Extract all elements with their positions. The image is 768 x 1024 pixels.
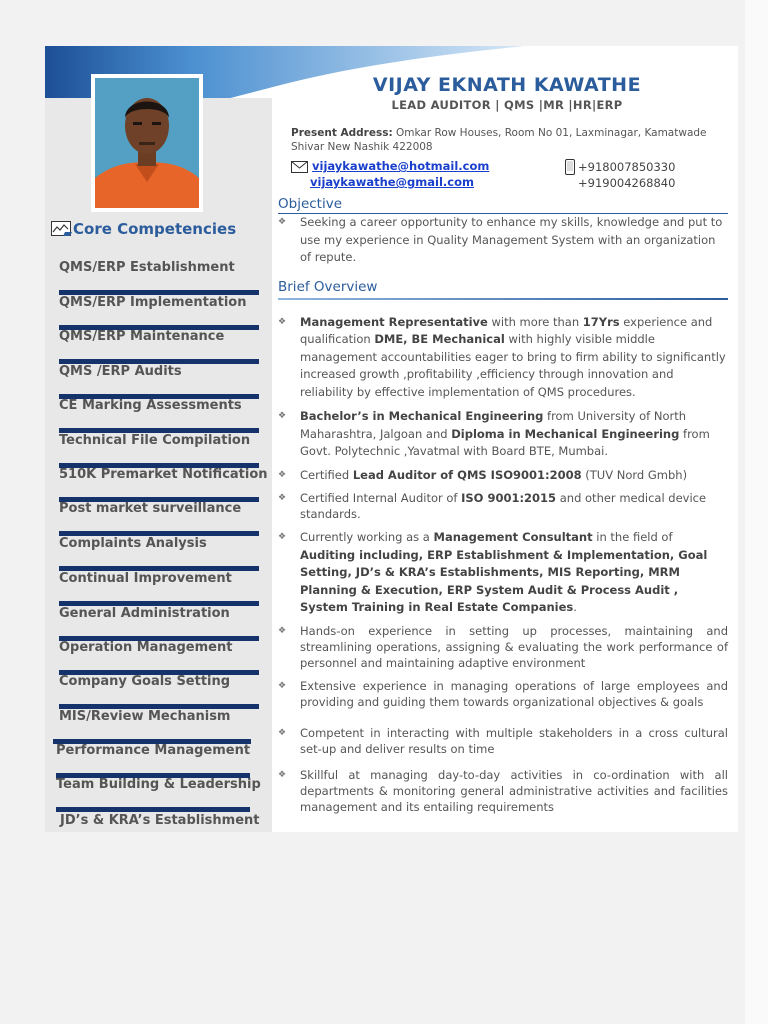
envelope-icon bbox=[291, 161, 308, 173]
objective-heading: Objective bbox=[278, 196, 343, 212]
email-link-gmail[interactable]: vijaykawathe@gmail.com bbox=[310, 175, 474, 189]
phone-number-1: +918007850330 bbox=[578, 160, 676, 174]
overview-bullet: ❖ Competent in interacting with multiple stakeholders in a cross cultural set-up and deliver results on time bbox=[278, 725, 728, 757]
address bbox=[291, 126, 732, 154]
overview-bullet: ❖ Hands-on experience in setting up processes, maintaining and streamlining operations, assigning & evaluating the work performance of personnel and maintaining adaptive environment bbox=[278, 623, 728, 671]
email-link-hotmail[interactable]: vijaykawathe@hotmail.com bbox=[312, 159, 490, 173]
candidate-title: LEAD AUDITOR | QMS |MR |HR|ERP bbox=[391, 98, 623, 112]
overview-rule bbox=[278, 298, 728, 300]
overview-bullet: ❖ Extensive experience in managing operations of large employees and providing and guiding them towards organizational objectives & goals bbox=[278, 678, 728, 710]
header bbox=[282, 74, 732, 191]
address-label: Present Address: bbox=[291, 127, 393, 139]
mobile-phone-icon bbox=[565, 159, 575, 175]
contact-info bbox=[282, 159, 732, 191]
address-text: Omkar Row Houses, Room No 01, Laxminagar, Kamatwade Shivar New Nashik 422008 bbox=[291, 127, 707, 153]
chart-icon bbox=[51, 221, 73, 237]
candidate-name: VIJAY EKNATH KAWATHE bbox=[372, 74, 642, 96]
portrait-image bbox=[95, 78, 199, 208]
main-content bbox=[278, 196, 728, 815]
core-competencies-title: Core Competencies bbox=[73, 220, 237, 238]
phone-number-2: +919004268840 bbox=[578, 176, 676, 190]
page-edge bbox=[745, 0, 768, 1024]
resume-page: VIJAY EKNATH KAWATHE LEAD AUDITOR | QMS |MR |HR|ERP Present Address: Omkar Row Houses, Room No 01, Laxminagar, Kamatwade Shivar New Nashik 422008 vijaykawathe@hotmail.com vijaykawathe@gmail.com +918007850330 +919004268840 Core Competencies QMS/ERP Establishment QMS/ERP Implementation QMS/ERP Maintenance QMS /ERP Audits CE Marking Assessments Technical File Compilation 510K Premarket Notification Post market surveillance Complaints Analysis Continual Improvement General Administration Operation Management Company Goals Setting MIS/Review Mechanism Performance Management Team Building & Leadership JD’s & KRA’s Establishment Objective ❖ Seeking a career opportunity to enhance my skills, knowledge and put to use my experience in Quality Management System with an organization of repute. Brief Overview ❖ Management Representative with more than 17Yrs experience and qualification DME, BE Mechanical with highly visible middle management accountabilities eager to bring to firm ability to significantly increased growth ,profitability ,efficiency through innovation and reliability by effective implementation of QMS procedures. ❖ Bachelor’s in Mechanical Engineering from University of North Maharashtra, Jalgoan and Diploma in Mechanical Engineering from Govt. Polytechnic ,Yavatmal with Board BTE, Mumbai. ❖ Certified Lead Auditor of QMS ISO9001:2008 (TUV Nord Gmbh) ❖ Certified Internal Auditor of ISO 9001:2015 and other medical device standards. ❖ Currently working as a Management Consultant in the field of Auditing including, ERP Establishment & Implementation, Goal Setting, JD’s & KRA’s Establishments, MIS Reporting, MRM Planning & Execution, ERP System Audit & Process Audit , System Training in Real Estate Companies. ❖ Hands-on experience in setting up processes, maintaining and streamlining operations, assigning & evaluating the work performance of personnel and maintaining adaptive environment ❖ Extensive experience in managing operations of large employees and providing and guiding them towards organizational objectives & goals ❖ Competent in interacting with multiple stakeholders in a cross cultural set-up and deliver results on time ❖ Skillful at managing day-to-day activities in co-ordination with all departments & monitoring general administrative activities and facilities management and its entailing requirements bbox=[45, 46, 738, 832]
objective-text: ❖ Seeking a career opportunity to enhance my skills, knowledge and put to use my experience in Quality Management System with an organization of repute. bbox=[278, 214, 728, 267]
overview-bullet: ❖ Management Representative with more than 17Yrs experience and qualification DME, BE Mechanical with highly visible middle management accountabilities eager to bring to firm ability to significantly increased growth ,profitability ,efficiency through innovation and reliability by effective implementation of QMS procedures. bbox=[278, 314, 728, 402]
overview-bullet: ❖ Currently working as a Management Consultant in the field of Auditing including, ERP Establishment & Implementation, Goal Setting, JD’s & KRA’s Establishments, MIS Reporting, MRM Planning & Execution, ERP System Audit & Process Audit , System Training in Real Estate Companies. bbox=[278, 529, 728, 617]
overview-bullet: ❖ Certified Internal Auditor of ISO 9001:2015 and other medical device standards. bbox=[278, 490, 728, 522]
overview-heading: Brief Overview bbox=[278, 278, 378, 295]
core-competencies-heading bbox=[51, 220, 251, 238]
overview-bullet: ❖ Skillful at managing day-to-day activities in co-ordination with all departments & monitoring general administrative activities and facilities management and its entailing requirements bbox=[278, 767, 728, 815]
competency-bar bbox=[56, 807, 250, 812]
overview-bullet: ❖ Bachelor’s in Mechanical Engineering from University of North Maharashtra, Jalgoan and Diploma in Mechanical Engineering from Govt. Polytechnic ,Yavatmal with Board BTE, Mumbai. bbox=[278, 408, 728, 461]
profile-photo bbox=[91, 74, 203, 212]
overview-bullet: ❖ Certified Lead Auditor of QMS ISO9001:2008 (TUV Nord Gmbh) bbox=[278, 467, 728, 485]
